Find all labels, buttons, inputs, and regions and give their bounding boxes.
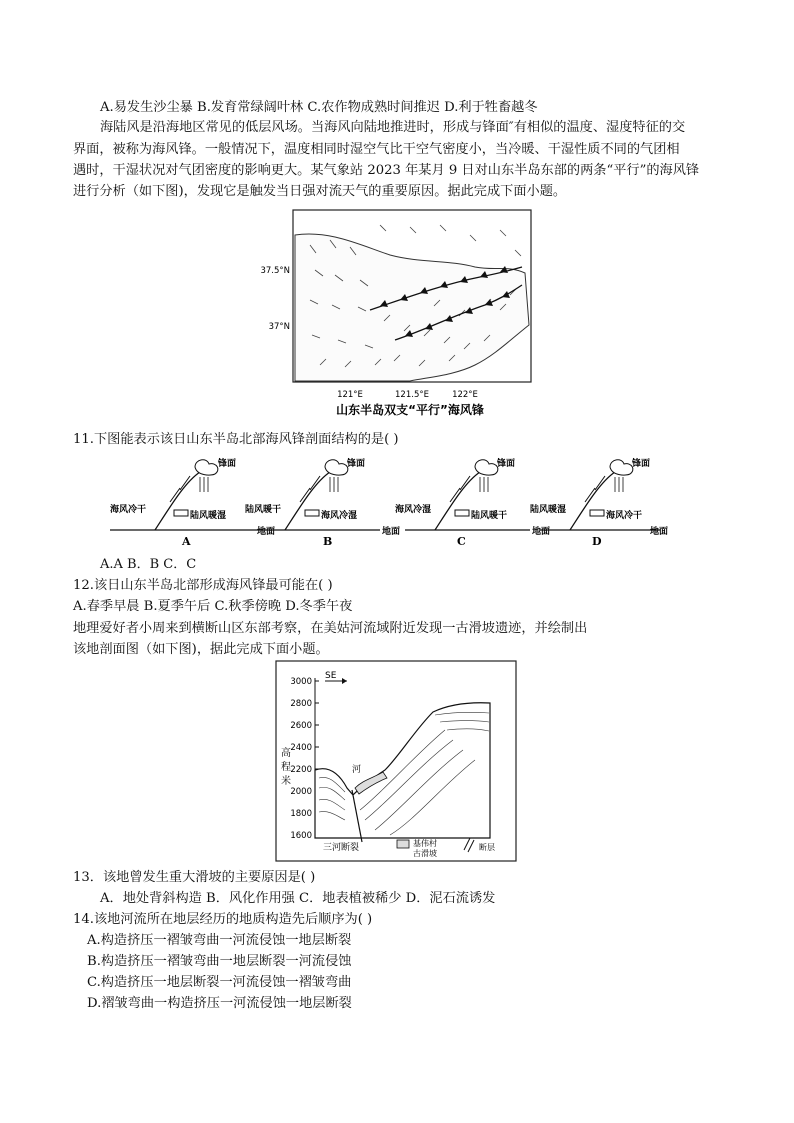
passage-line: 海陆风是沿海地区常见的低层风场。当海风向陆地推进时，形成与锋面″有相似的温度、湿度特征的交 — [100, 120, 686, 135]
panel-d — [530, 457, 668, 548]
tick-1800: 1800 — [290, 809, 312, 819]
panel-b-letter: B — [323, 535, 333, 548]
map-svg — [240, 205, 560, 420]
passage-line: 进行分析（如下图)，发现它是触发当日强对流天气的重要原因。据此完成下面小题。 — [73, 184, 567, 199]
q14-stem: 14.该地河流所在地层经历的地质构造先后顺序为( ) — [73, 912, 373, 927]
fault-name-label: 三河断裂 — [323, 843, 360, 853]
panel-a-front: 锋面 — [218, 459, 237, 469]
map-caption: 山东半岛双支“平行”海风锋 — [336, 403, 484, 417]
q14-option-b: B.构造挤压一褶皱弯曲一地层断裂一河流侵蚀 — [87, 954, 352, 969]
passage-line: 遇时，干湿状况对气团密度的影响更大。某气象站 2023 年某月 9 日对山东半岛东部的两条“平行”的海风锋 — [73, 163, 700, 178]
panel-d-lower: 海风冷干 — [606, 511, 643, 521]
lon-label-121: 121°E — [337, 390, 363, 400]
q12-options: A.春季早晨 B.夏季午后 C.秋季傍晚 D.冬季午夜 — [73, 599, 353, 614]
panel-a-lower: 陆风暖湿 — [190, 511, 227, 521]
panel-c-lower: 陆风暖干 — [471, 511, 508, 521]
tick-1600: 1600 — [290, 831, 312, 841]
passage2-line: 该地剖面图（如下图)，据此完成下面小题。 — [73, 642, 329, 657]
q14-option-a: A.构造挤压一褶皱弯曲一河流侵蚀一地层断裂 — [87, 933, 352, 948]
lat-label-375: 37.5°N — [260, 266, 290, 276]
panel-d-upper: 陆风暖湿 — [530, 505, 567, 515]
panel-a — [110, 457, 275, 548]
q13-stem: 13．该地曾发生重大滑坡的主要原因是( ) — [73, 870, 316, 885]
tick-2600: 2600 — [290, 721, 312, 731]
yaxis-label-1: 高 — [281, 748, 291, 759]
panel-b-ground: 地面 — [382, 527, 401, 537]
q14-option-d: D.褶皱弯曲一构造挤压一河流侵蚀一地层断裂 — [87, 996, 352, 1011]
lon-label-1215: 121.5°E — [395, 390, 429, 400]
yaxis-label-2: 程 — [281, 762, 291, 773]
river-label: 河 — [352, 765, 362, 775]
panels-svg — [100, 452, 680, 550]
legend-slide-swatch — [397, 840, 409, 848]
tick-3000: 3000 — [290, 677, 312, 687]
panel-b-upper: 陆风暖干 — [245, 505, 282, 515]
q10-options: A.易发生沙尘暴 B.发育常绿阔叶林 C.农作物成熟时间推迟 D.利于牲畜越冬 — [100, 100, 538, 115]
tick-2200: 2200 — [290, 765, 312, 775]
passage2-line: 地理爱好者小周来到横断山区东部考察，在美姑河流域附近发现一古滑坡遗迹，并绘制出 — [73, 621, 588, 636]
q11-options: A.A B．B C．C — [100, 557, 197, 572]
q12-stem: 12.该日山东半岛北部形成海风锋最可能在( ) — [73, 578, 333, 593]
tick-2000: 2000 — [290, 787, 312, 797]
q14-option-c: C.构造挤压一地层断裂一河流侵蚀一褶皱弯曲 — [87, 975, 352, 990]
legend-slide-label-1: 基伟村 — [413, 839, 437, 848]
panel-b-lower: 海风冷湿 — [321, 511, 358, 521]
legend-slide-label-2: 古滑坡 — [413, 849, 437, 858]
q11-stem: 11.下图能表示该日山东半岛北部海风锋剖面结构的是( ) — [73, 432, 399, 447]
tick-2800: 2800 — [290, 699, 312, 709]
panel-a-ground: 地面 — [257, 527, 276, 537]
panel-d-front: 锋面 — [632, 459, 651, 469]
panel-c-front: 锋面 — [497, 459, 516, 469]
panel-a-letter: A — [182, 535, 191, 548]
legend-fault-label: 断层 — [479, 843, 495, 852]
panel-c — [395, 457, 550, 548]
q13-options: A．地处背斜构造 B．风化作用强 C．地表植被稀少 D．泥石流诱发 — [100, 891, 496, 906]
panel-c-upper: 海风冷湿 — [395, 505, 432, 515]
panel-c-ground: 地面 — [532, 527, 551, 537]
front-profile-panels — [100, 452, 680, 550]
panel-b-front: 锋面 — [347, 459, 366, 469]
lon-label-122: 122°E — [452, 390, 478, 400]
profile-svg — [275, 660, 517, 862]
passage-line: 界面，被称为海风锋。一般情况下，温度相同时湿空气比干空气密度小，当冷暖、干湿性质不同的气团相 — [73, 142, 680, 157]
panel-a-upper: 海风冷干 — [110, 505, 147, 515]
panel-c-letter: C — [457, 535, 466, 548]
yaxis-label-3: 米 — [281, 776, 291, 787]
sea-breeze-front-map — [240, 205, 560, 420]
direction-label: SE — [325, 671, 337, 681]
panel-d-ground: 地面 — [650, 527, 669, 537]
panel-d-letter: D — [592, 535, 602, 548]
landslide-profile-figure — [275, 660, 517, 862]
tick-2400: 2400 — [290, 743, 312, 753]
lat-label-37: 37°N — [268, 322, 290, 332]
